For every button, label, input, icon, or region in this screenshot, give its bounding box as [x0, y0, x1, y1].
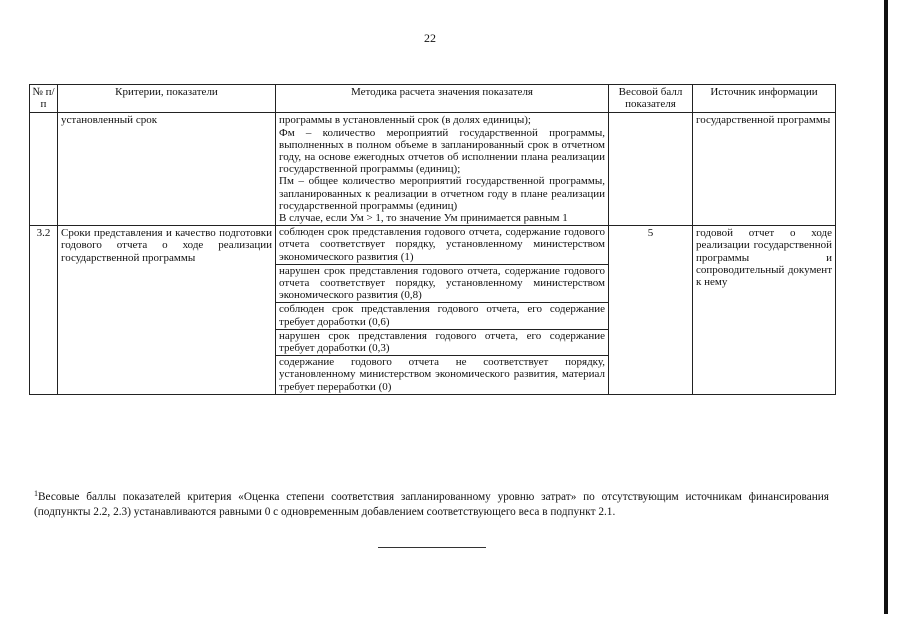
page-edge-bar — [884, 0, 888, 614]
method-line: Пм – общее количество мероприятий государственной программы, запланированных к реализации в отчетном году в плане реализации государственной программы (единиц) — [279, 175, 605, 212]
cell-criteria: установленный срок — [58, 113, 276, 226]
end-separator-line — [378, 547, 486, 548]
cell-weight: 5 — [609, 226, 693, 395]
header-source: Источник информации — [693, 85, 836, 113]
cell-criteria: Сроки представления и качество подготовки годового отчета о ходе реализации государственной программы — [58, 226, 276, 395]
cell-num: 3.2 — [30, 226, 58, 395]
footnote — [34, 490, 829, 520]
header-method: Методика расчета значения показателя — [276, 85, 609, 113]
method-option: нарушен срок представления годового отчета, содержание годового отчета соответствует порядку, установленному министерством экономического развития (0,8) — [276, 265, 608, 304]
method-option: содержание годового отчета не соответствует порядку, установленному министерством экономического развития, материал требует переработки (0) — [279, 356, 605, 393]
page-number: 22 — [424, 31, 436, 45]
cell-num — [30, 113, 58, 226]
header-weight: Весовой балл показателя — [609, 85, 693, 113]
footnote-marker: 1 — [34, 489, 38, 498]
cell-method-options — [276, 226, 609, 395]
method-option: нарушен срок представления годового отчета, его содержание требует доработки (0,3) — [276, 330, 608, 356]
cell-source: государственной программы — [693, 113, 836, 226]
cell-source: годовой отчет о ходе реализации государственной программы и сопроводительный документ к нему — [693, 226, 836, 395]
header-num: № п/п — [30, 85, 58, 113]
header-criteria: Критерии, показатели — [58, 85, 276, 113]
method-line: В случае, если Ум > 1, то значение Ум принимается равным 1 — [279, 212, 568, 225]
method-option: соблюден срок представления годового отчета, его содержание требует доработки (0,6) — [276, 303, 608, 329]
cell-weight — [609, 113, 693, 226]
method-line: Фм – количество мероприятий государственной программы, выполненных в полном объеме в запланированный срок в отчетном году, на основе ежегодных отчетов об исполнении плана реализации государственной программы (единиц); — [279, 126, 605, 176]
method-line: программы в установленный срок (в долях единицы); — [279, 114, 531, 127]
footnote-text: Весовые баллы показателей критерия «Оценка степени соответствия запланированному уровню затрат» по отсутствующим источникам финансирования (подпункты 2.2, 2.3) устанавливаются равными 0 с одновременным добавлением соответствующего веса в подпункт 2.1. — [34, 491, 829, 518]
method-option: соблюден срок представления годового отчета, содержание годового отчета соответствует порядку, установленному министерством экономического развития (1) — [276, 226, 608, 265]
table-header-row — [30, 85, 836, 113]
cell-method — [276, 113, 609, 226]
table-row-3-2 — [30, 226, 836, 395]
criteria-table — [29, 84, 836, 395]
table-row-continued — [30, 113, 836, 226]
